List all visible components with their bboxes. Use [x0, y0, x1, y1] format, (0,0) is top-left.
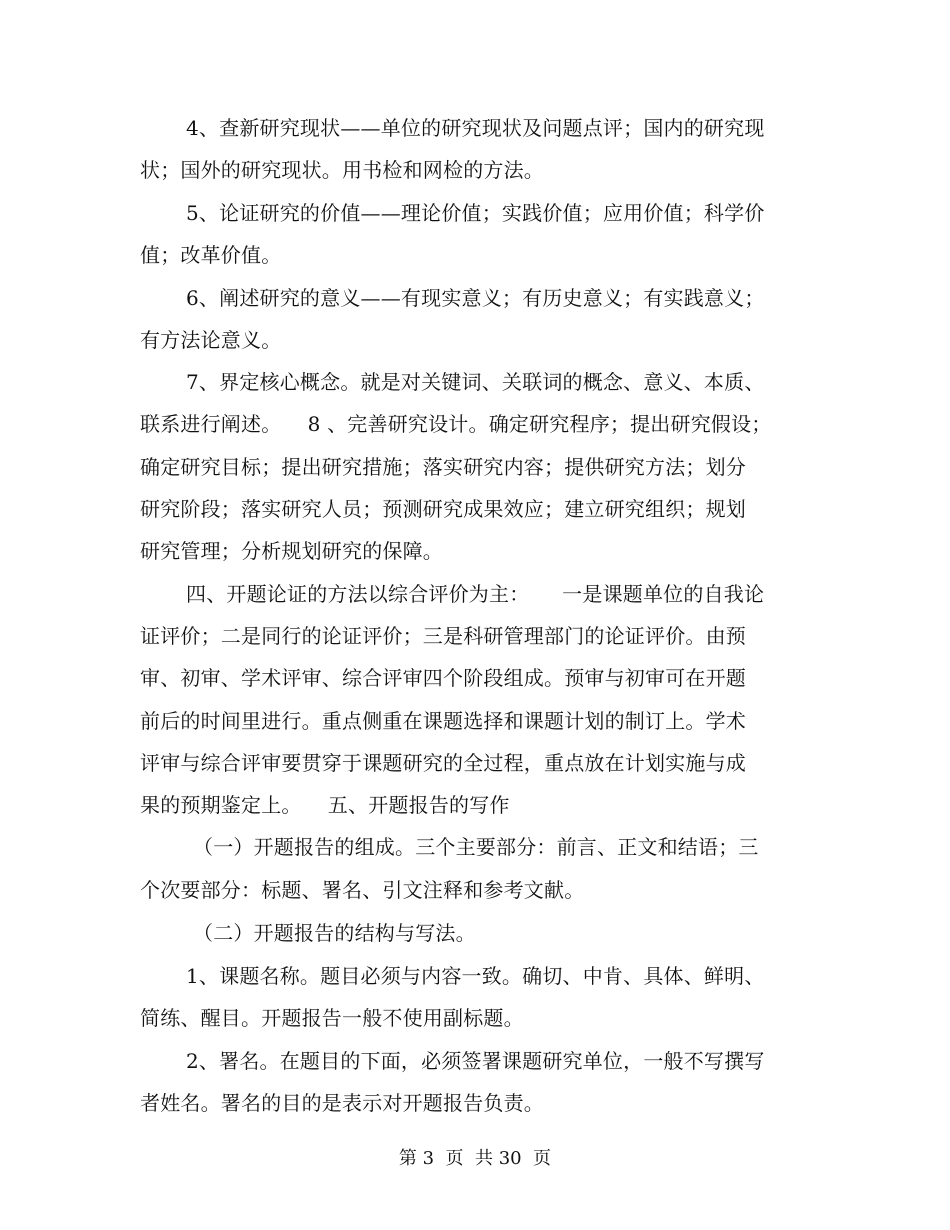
paragraph-line: 审、初审、学术评审、综合评审四个阶段组成。预审与初审可在开题: [140, 666, 746, 690]
paragraph-line: 6、阐述研究的意义——有现实意义；有历史意义；有实践意义；: [186, 286, 765, 310]
paragraph-line: 研究管理；分析规划研究的保障。: [140, 539, 443, 563]
page-footer: 第 3 页 共 30 页: [398, 1148, 552, 1169]
paragraph-line: 值；改革价值。: [140, 243, 282, 267]
paragraph-line: 证评价；二是同行的论证评价；三是科研管理部门的论证评价。由预: [140, 624, 746, 648]
paragraph-line: 前后的时间里进行。重点侧重在课题选择和课题计划的制订上。学术: [140, 709, 746, 733]
paragraph-line: 4、查新研究现状——单位的研究现状及问题点评；国内的研究现: [186, 116, 765, 140]
paragraph-line: （二）开题报告的结构与写法。: [193, 921, 476, 945]
paragraph-line: 联系进行阐述。 8 、完善研究设计。确定研究程序；提出研究假设；: [140, 412, 772, 436]
paragraph-line: 简练、醒目。开题报告一般不使用副标题。: [140, 1006, 524, 1030]
paragraph-line: 者姓名。署名的目的是表示对开题报告负责。: [140, 1091, 544, 1115]
paragraph-line: 四、开题论证的方法以综合评价为主： 一是课题单位的自我论: [186, 582, 765, 606]
paragraph-line: 果的预期鉴定上。 五、开题报告的写作: [140, 793, 510, 817]
paragraph-line: 有方法论意义。: [140, 328, 282, 352]
paragraph-line: 2、署名。在题目的下面，必须签署课题研究单位，一般不写撰写: [186, 1049, 765, 1073]
paragraph-line: 评审与综合评审要贯穿于课题研究的全过程，重点放在计划实施与成: [140, 751, 746, 775]
paragraph-line: 研究阶段；落实研究人员；预测研究成果效应；建立研究组织；规划: [140, 497, 746, 521]
paragraph-line: 7、界定核心概念。就是对关键词、关联词的概念、意义、本质、: [186, 370, 765, 394]
paragraph-line: 1、课题名称。题目必须与内容一致。确切、中肯、具体、鲜明、: [186, 964, 765, 988]
paragraph-line: 5、论证研究的价值——理论价值；实践价值；应用价值；科学价: [186, 201, 765, 225]
paragraph-line: 确定研究目标；提出研究措施；落实研究内容；提供研究方法；划分: [140, 455, 746, 479]
paragraph-line: 状；国外的研究现状。用书检和网检的方法。: [140, 158, 544, 182]
paragraph-line: 个次要部分：标题、署名、引文注释和参考文献。: [140, 878, 585, 902]
paragraph-line: （一）开题报告的组成。三个主要部分：前言、正文和结语；三: [193, 835, 759, 859]
